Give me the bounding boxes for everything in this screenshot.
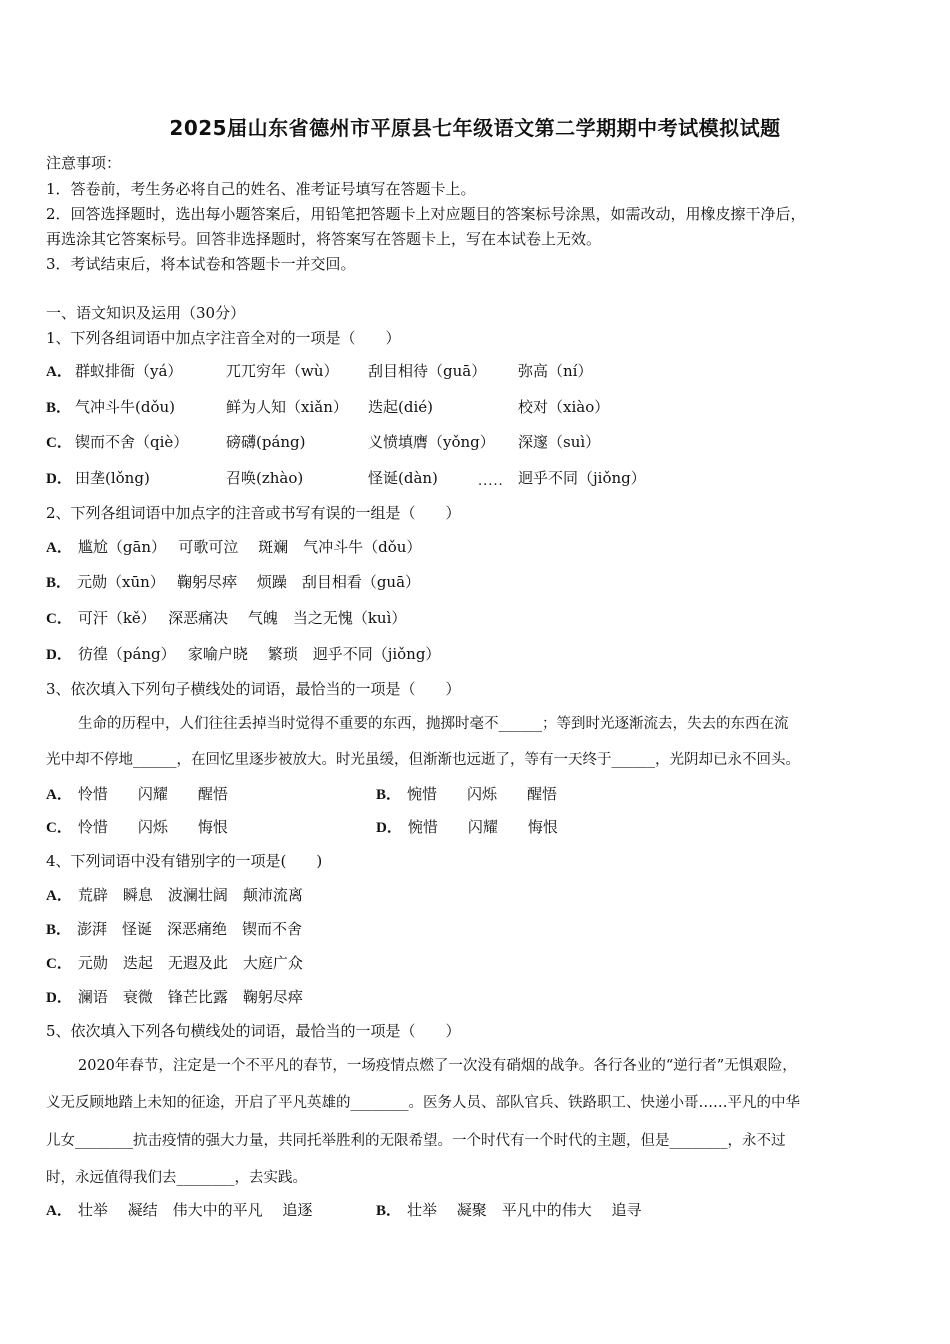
option-text: 澜语 衰微 锋芒比露 鞠躬尽瘁	[77, 988, 303, 1006]
option-label: B．	[46, 922, 72, 938]
option-label: D．	[46, 647, 72, 663]
option-label: C．	[46, 956, 72, 972]
question-1-stem: 1、下列各组词语中加点字注音全对的一项是（ ）	[46, 329, 401, 347]
option-label: B．	[46, 575, 72, 591]
q1-option-b	[46, 396, 77, 417]
q1-a-word: 群蚁排衙（yá）	[75, 362, 183, 380]
option-label: A．	[46, 787, 72, 803]
q5-passage-line: 义无反顾地踏上未知的征途，开启了平凡英雄的________。医务人员、部队官兵、铁路职工、快递小哥……平凡的中华	[46, 1095, 800, 1111]
q1-b-word: 迭起(dié)	[368, 398, 433, 416]
section-heading: 一、语文知识及运用（30分）	[46, 304, 246, 322]
option-text: 元勋 迭起 无遐及此 大庭广众	[77, 954, 303, 972]
option-text: 尴尬（gān） 可歌可泣 斑斓 气冲斗牛（dǒu）	[77, 538, 422, 556]
option-text: 可汗（kě） 深恶痛决 气魄 当之无愧（kuì）	[77, 609, 407, 627]
q1-a-word: 兀兀穷年（wù）	[226, 362, 339, 380]
q2-option-a	[46, 536, 421, 557]
q2-option-d	[46, 643, 440, 664]
q1-c-word: 义愤填膺（yǒng）	[368, 433, 495, 451]
q2-option-b	[46, 571, 420, 592]
q4-option-d	[46, 986, 303, 1007]
option-text: 怜惜 闪烁 悔恨	[77, 818, 228, 836]
option-text: 壮举 凝结 伟大中的平凡 追逐	[77, 1201, 313, 1219]
q1-a-word: 刮目相待（guā）	[368, 362, 487, 380]
notice-item: 再选涂其它答案标号。回答非选择题时，将答案写在答题卡上，写在本试卷上无效。	[46, 230, 602, 248]
question-4-stem: 4、下列词语中没有错别字的一项是( )	[46, 852, 323, 870]
option-label: B．	[376, 1203, 402, 1219]
q3-passage-line: 光中却不停地______，在回忆里逐步被放大。时光虽缓，但渐渐也远逝了，等有一天终于______，光阴却已永不回头。	[46, 752, 800, 768]
q3-option-c	[46, 816, 228, 837]
q1-d-word: 田垄(lǒng)	[75, 469, 150, 487]
option-text: 彷徨（páng） 家喻户晓 繁琐 迥乎不同（jiǒng）	[77, 645, 441, 663]
notice-item: 3．考试结束后，将本试卷和答题卡一并交回。	[46, 255, 356, 273]
q1-b-word: 校对（xiào）	[518, 398, 610, 416]
option-text: 怜惜 闪耀 醒悟	[77, 785, 228, 803]
emphasis-dots: .....	[478, 474, 504, 489]
q1-b-word: 鲜为人知（xiǎn）	[226, 398, 348, 416]
q5-passage-line: 儿女________抗击疫情的强大力量，共同托举胜利的无限希望。一个时代有一个时代的主题，但是________，永不过	[46, 1133, 786, 1149]
q3-option-d	[376, 816, 558, 837]
q1-option-c	[46, 431, 78, 452]
option-text: 荒辟 瞬息 波澜壮阔 颠沛流离	[77, 886, 303, 904]
q3-option-b	[376, 783, 557, 804]
option-label: C．	[46, 611, 72, 627]
notice-item: 2．回答选择题时，选出每小题答案后，用铅笔把答题卡上对应题目的答案标号涂黑，如需改动，用橡皮擦干净后，	[46, 205, 806, 223]
q1-a-word: 弥高（ní）	[518, 362, 593, 380]
option-text: 惋惜 闪烁 醒悟	[407, 785, 558, 803]
q1-d-word: 迥乎不同（jiǒng）	[518, 469, 646, 487]
q1-d-word: 召唤(zhào)	[226, 469, 304, 487]
notice-item: 1．答卷前，考生务必将自己的姓名、准考证号填写在答题卡上。	[46, 180, 476, 198]
q1-option-d	[46, 467, 78, 488]
q1-c-word: 磅礴(páng)	[226, 433, 306, 451]
q3-option-a	[46, 783, 228, 804]
q5-option-b	[376, 1199, 642, 1220]
q1-d-word: 怪诞(dàn)	[368, 469, 438, 487]
q2-option-c	[46, 607, 406, 628]
q4-option-c	[46, 952, 303, 973]
q1-option-a	[46, 360, 78, 381]
question-5-stem: 5、依次填入下列各句横线处的词语，最恰当的一项是（ ）	[46, 1022, 461, 1040]
option-label: D．	[376, 820, 402, 836]
q5-option-a	[46, 1199, 312, 1220]
option-text: 澎湃 怪诞 深恶痛绝 锲而不舍	[77, 920, 303, 938]
notice-heading: 注意事项：	[46, 154, 122, 172]
question-2-stem: 2、下列各组词语中加点字的注音或书写有误的一组是（ ）	[46, 504, 461, 522]
q5-passage-line: 2020年春节，注定是一个不平凡的春节，一场疫情点燃了一次没有硝烟的战争。各行各业的“逆行者”无惧艰险，	[78, 1058, 797, 1074]
option-label: B．	[46, 400, 72, 416]
option-text: 壮举 凝聚 平凡中的伟大 追寻	[407, 1201, 642, 1219]
option-label: A．	[46, 364, 72, 380]
option-text: 元勋（xūn） 鞠躬尽瘁 烦躁 刮目相看（guā）	[77, 573, 421, 591]
option-label: B．	[376, 787, 402, 803]
option-label: D．	[46, 990, 72, 1006]
option-text: 惋惜 闪耀 悔恨	[407, 818, 558, 836]
option-label: D．	[46, 471, 72, 487]
q1-c-word: 锲而不舍（qiè）	[75, 433, 189, 451]
q3-passage-line: 生命的历程中，人们往往丢掉当时觉得不重要的东西，抛掷时毫不______；等到时光逐渐流去，失去的东西在流	[78, 716, 789, 732]
q1-b-word: 气冲斗牛(dǒu)	[75, 398, 175, 416]
q5-passage-line: 时，永远值得我们去________，去实践。	[46, 1170, 307, 1186]
option-label: C．	[46, 435, 72, 451]
option-label: A．	[46, 540, 72, 556]
q4-option-b	[46, 918, 302, 939]
option-label: C．	[46, 820, 72, 836]
page-title: 2025届山东省德州市平原县七年级语文第二学期期中考试模拟试题	[169, 116, 781, 140]
q1-c-word: 深邃（suì）	[518, 433, 601, 451]
q4-option-a	[46, 884, 303, 905]
question-3-stem: 3、依次填入下列句子横线处的词语，最恰当的一项是（ ）	[46, 680, 461, 698]
option-label: A．	[46, 888, 72, 904]
option-label: A．	[46, 1203, 72, 1219]
